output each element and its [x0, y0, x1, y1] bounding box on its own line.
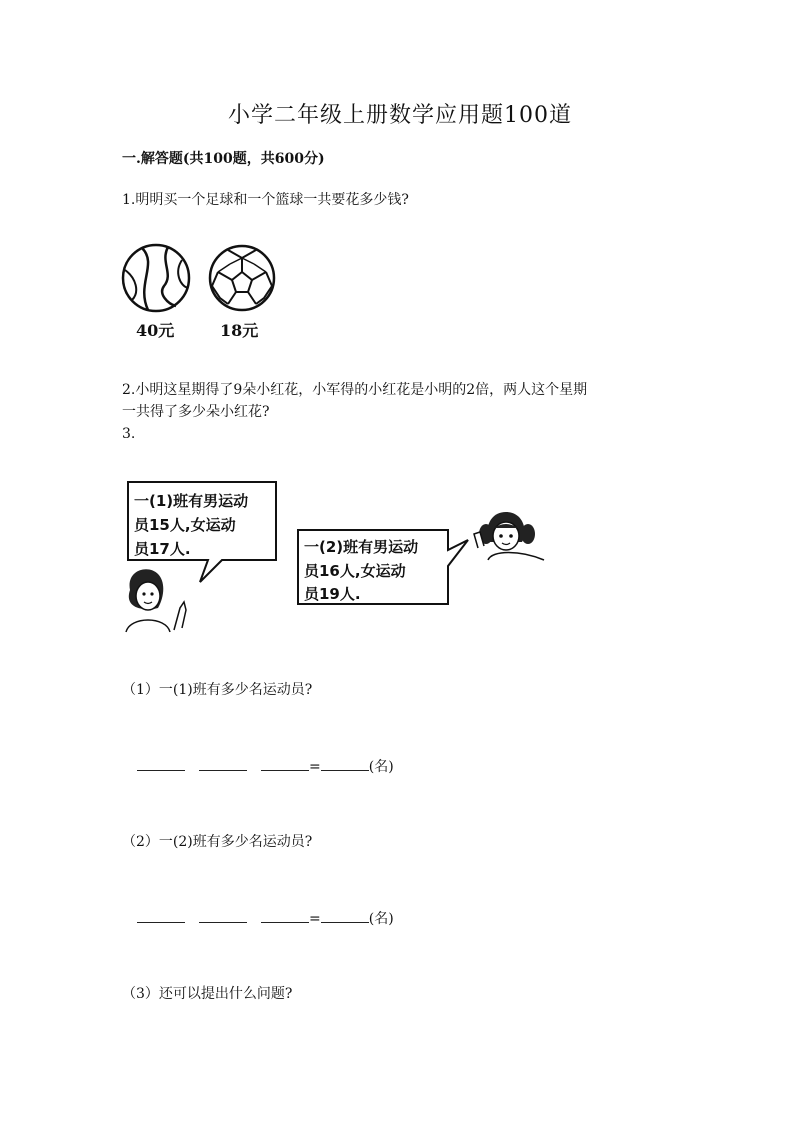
soccer-ball-price: 18元 — [220, 321, 259, 340]
balls-illustration — [118, 242, 288, 314]
bubble-2-line-3: 员19人. — [304, 585, 361, 603]
unit-label: (名) — [368, 911, 394, 927]
answer-row-2[interactable] — [137, 908, 394, 928]
speech-bubbles-illustration — [118, 478, 558, 638]
question-2-line-2: 一共得了多少朵小红花? — [122, 404, 270, 420]
question-2-line-1: 2.小明这星期得了9朵小红花，小军得的小红花是小明的2倍，两人这个星期 — [122, 382, 588, 398]
answer-blank[interactable] — [199, 756, 247, 771]
soccer-ball-icon — [210, 246, 274, 310]
basketball-icon — [123, 245, 189, 311]
equals-sign: = — [309, 759, 321, 775]
sub-question-3: （3）还可以提出什么问题? — [122, 986, 293, 1002]
answer-blank[interactable] — [137, 908, 185, 923]
section-heading: 一.解答题(共100题，共600分) — [122, 151, 325, 167]
sub-question-1: （1）一(1)班有多少名运动员? — [122, 682, 313, 698]
page-title: 小学二年级上册数学应用题100道 — [228, 103, 572, 128]
answer-blank[interactable] — [261, 908, 309, 923]
girl-1-icon — [126, 569, 186, 632]
question-1-text: 1.明明买一个足球和一个篮球一共要花多少钱? — [122, 192, 409, 208]
bubble-1-line-1: 一(1)班有男运动 — [134, 492, 249, 510]
answer-blank[interactable] — [199, 908, 247, 923]
bubble-1-line-3: 员17人. — [134, 540, 191, 558]
answer-blank[interactable] — [321, 756, 369, 771]
girl-2-icon — [474, 512, 544, 560]
bubble-2-line-1: 一(2)班有男运动 — [304, 538, 419, 556]
question-3-number: 3. — [122, 426, 136, 442]
bubble-1-line-2: 员15人,女运动 — [134, 516, 236, 534]
bubble-2-line-2: 员16人,女运动 — [304, 562, 406, 580]
answer-blank[interactable] — [137, 756, 185, 771]
basketball-price: 40元 — [136, 321, 175, 340]
equals-sign: = — [309, 911, 321, 927]
answer-blank[interactable] — [261, 756, 309, 771]
answer-blank[interactable] — [321, 908, 369, 923]
answer-row-1[interactable] — [137, 756, 394, 776]
unit-label: (名) — [368, 759, 394, 775]
sub-question-2: （2）一(2)班有多少名运动员? — [122, 834, 313, 850]
